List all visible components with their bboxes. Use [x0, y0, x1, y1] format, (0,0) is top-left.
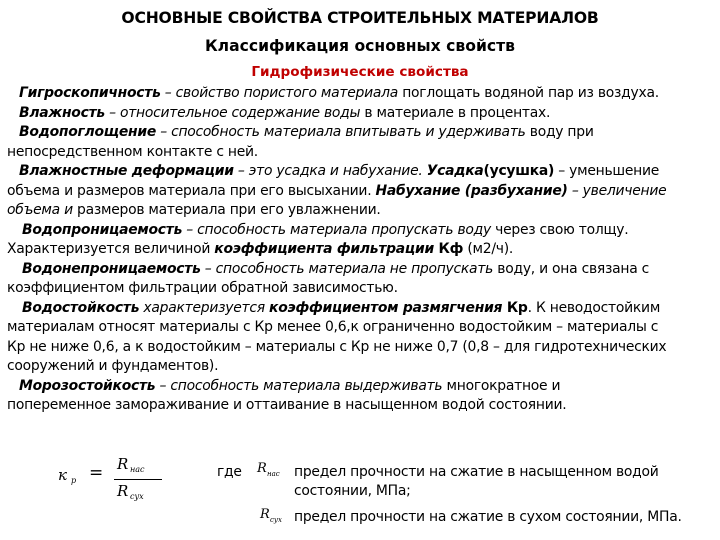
formula-denominator-subscript: сух — [130, 492, 144, 501]
term-frost-resistance: Морозостойкость — [19, 377, 156, 394]
definition-rest: воду при — [525, 124, 594, 140]
r-sat-subscript: нас — [267, 470, 280, 478]
formula-numerator: R — [117, 455, 129, 473]
r-sat-description-continued: состоянии, МПа; — [294, 483, 411, 499]
term-moisture-deformations: Влажностные деформации — [19, 163, 234, 179]
swelling-definition-rest: размеров материала при его увлажнении. — [72, 202, 381, 218]
shrinkage-definition: объема и размеров материала при его высыхании. — [7, 182, 372, 199]
definition-text: – это усадка и набухание. — [233, 163, 423, 179]
definition-rest: . К неводостойким — [527, 299, 661, 316]
paragraph-water-permeability — [7, 221, 715, 241]
r-dry-subscript: сух — [270, 516, 282, 524]
definition-text: – способность материала пропускать воду — [182, 221, 491, 238]
definition-text: – способность материала выдерживать — [155, 377, 443, 394]
paragraph-continuation: сооружений и фундаментов). — [7, 358, 219, 374]
paragraph-humidity — [7, 104, 715, 124]
filtration-lead: Характеризуется величиной — [7, 241, 215, 257]
definition-text: – способность материала впитывать и удерживать — [156, 124, 526, 140]
definition-rest: в материале в процентах. — [360, 104, 551, 121]
paragraph-water-absorption — [7, 123, 715, 143]
term-shrinkage-alt: (усушка) — [483, 163, 555, 179]
definition-rest: через свою толщу. — [490, 221, 629, 238]
paragraph-continuation — [7, 201, 715, 221]
paragraph-continuation — [7, 182, 715, 202]
definition-rest: воду, и она связана с — [493, 260, 650, 277]
paragraph-hygroscopicity — [7, 84, 715, 104]
properties-text — [7, 84, 715, 416]
paragraph-water-impermeability — [7, 260, 715, 280]
r-sat-symbol: R — [257, 461, 267, 476]
paragraph-moisture-deformations — [7, 162, 715, 182]
section-heading: Гидрофизические свойства — [251, 64, 469, 80]
paragraph-continuation: коэффициентом фильтрации обратной зависимостью. — [7, 280, 398, 296]
definition-text: – относительное содержание воды — [104, 104, 361, 121]
page-title: ОСНОВНЫЕ СВОЙСТВА СТРОИТЕЛЬНЫХ МАТЕРИАЛОВ — [121, 9, 599, 27]
paragraph-continuation: попеременное замораживание и оттаивание в насыщенном водой состоянии. — [7, 397, 567, 413]
paragraph-continuation — [7, 240, 715, 260]
formula-denominator: R — [117, 482, 129, 500]
fraction-bar — [114, 479, 162, 480]
term-water-absorption: Водопоглощение — [19, 124, 157, 140]
r-dry-symbol: R — [260, 507, 270, 522]
definition-rest: многократное и — [442, 377, 561, 394]
paragraph-continuation: материалам относят материалы с Кр менее 0,6,к ограниченно водостойким – материалы с — [7, 319, 659, 335]
r-dry-description: предел прочности на сжатие в сухом состоянии, МПа. — [294, 509, 682, 525]
definition-rest: поглощать водяной пар из воздуха. — [398, 85, 659, 101]
paragraph-frost-resistance — [7, 377, 715, 397]
symbol-kf: Кф — [433, 241, 464, 257]
term-swelling: Набухание (разбухание) — [375, 182, 568, 199]
definition-text: характеризуется — [139, 299, 270, 316]
definition-text: – увеличение — [567, 182, 667, 199]
paragraph-water-resistance — [7, 299, 715, 319]
definition-rest: – уменьшение — [554, 163, 660, 179]
term-water-permeability: Водопроницаемость — [22, 221, 183, 238]
term-softening-coefficient: коэффициентом размягчения — [269, 299, 503, 316]
term-filtration-coefficient: коэффициента фильтрации — [214, 241, 434, 257]
paragraph-continuation: непосредственном контакте с ней. — [7, 143, 258, 160]
formula-lhs-subscript: р — [71, 476, 77, 485]
formula-numerator-subscript: нас — [130, 465, 145, 474]
formula-equals: = — [89, 463, 104, 483]
term-humidity: Влажность — [19, 104, 105, 121]
definition-text: – способность материала не пропускать — [200, 260, 494, 277]
symbol-kr: Кр — [502, 299, 528, 316]
where-label: где — [217, 464, 242, 480]
formula-lhs: к — [58, 466, 67, 484]
term-shrinkage: Усадка — [426, 163, 484, 179]
paragraph-continuation: Кр не ниже 0,6, а к водостойким – материалы с Кр не ниже 0,7 (0,8 – для гидротехнических — [7, 338, 667, 355]
softening-coefficient-formula — [0, 448, 720, 538]
term-water-resistance: Водостойкость — [22, 299, 140, 316]
term-water-impermeability: Водонепроницаемость — [22, 260, 201, 277]
term-hygroscopicity: Гигроскопичность — [19, 85, 161, 101]
r-sat-description: предел прочности на сжатие в насыщенном водой — [294, 464, 659, 480]
definition-text: – свойство пористого материала — [160, 85, 399, 101]
units: (м2/ч). — [463, 241, 514, 257]
page-subtitle: Классификация основных свойств — [204, 37, 516, 55]
swelling-definition: объема и — [7, 202, 73, 218]
